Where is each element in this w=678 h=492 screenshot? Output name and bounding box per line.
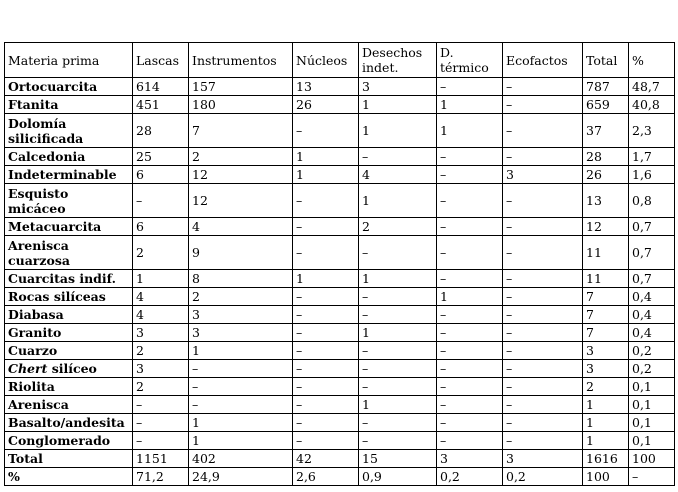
value-cell: 0,1 xyxy=(629,432,675,450)
table-row xyxy=(5,396,675,414)
value-cell: – xyxy=(359,432,437,450)
table-row xyxy=(5,414,675,432)
value-cell: 3 xyxy=(189,324,293,342)
material-name-cell: Total xyxy=(5,450,133,468)
value-cell: 26 xyxy=(583,166,629,184)
value-cell: 100 xyxy=(629,450,675,468)
value-cell: – xyxy=(359,414,437,432)
value-cell: 2 xyxy=(189,288,293,306)
value-cell: 0,9 xyxy=(359,468,437,486)
value-cell: – xyxy=(437,218,503,236)
value-cell: – xyxy=(359,378,437,396)
header-cell: D. térmico xyxy=(437,43,503,78)
material-name-cell: Conglomerado xyxy=(5,432,133,450)
material-name-cell: Indeterminable xyxy=(5,166,133,184)
value-cell: – xyxy=(503,114,583,148)
value-cell: 0,1 xyxy=(629,378,675,396)
value-cell: – xyxy=(293,432,359,450)
value-cell: 4 xyxy=(359,166,437,184)
value-cell: 1 xyxy=(293,270,359,288)
value-cell: 1 xyxy=(359,324,437,342)
value-cell: – xyxy=(293,342,359,360)
value-cell: 25 xyxy=(133,148,189,166)
value-cell: – xyxy=(437,166,503,184)
value-cell: – xyxy=(503,96,583,114)
value-cell: 1 xyxy=(359,184,437,218)
value-cell: – xyxy=(437,324,503,342)
value-cell: 7 xyxy=(583,306,629,324)
value-cell: 3 xyxy=(133,324,189,342)
value-cell: 157 xyxy=(189,78,293,96)
value-cell: 100 xyxy=(583,468,629,486)
material-name-cell: Rocas silíceas xyxy=(5,288,133,306)
value-cell: – xyxy=(503,324,583,342)
value-cell: – xyxy=(133,184,189,218)
value-cell: 6 xyxy=(133,218,189,236)
value-cell: 0,1 xyxy=(629,396,675,414)
value-cell: 28 xyxy=(133,114,189,148)
value-cell: – xyxy=(293,360,359,378)
value-cell: 2 xyxy=(133,236,189,270)
value-cell: 2,3 xyxy=(629,114,675,148)
value-cell: 3 xyxy=(503,166,583,184)
value-cell: – xyxy=(437,414,503,432)
value-cell: 1 xyxy=(437,288,503,306)
value-cell: – xyxy=(293,396,359,414)
value-cell: 1 xyxy=(293,148,359,166)
value-cell: 48,7 xyxy=(629,78,675,96)
value-cell: – xyxy=(189,360,293,378)
value-cell: 1616 xyxy=(583,450,629,468)
value-cell: – xyxy=(359,236,437,270)
material-name-cell: Dolomía silicificada xyxy=(5,114,133,148)
value-cell: 1 xyxy=(189,414,293,432)
material-name-cell: Cuarzo xyxy=(5,342,133,360)
material-name-rest: silíceo xyxy=(47,361,97,376)
value-cell: 6 xyxy=(133,166,189,184)
table-row xyxy=(5,166,675,184)
material-name-cell: % xyxy=(5,468,133,486)
value-cell: – xyxy=(293,414,359,432)
value-cell: – xyxy=(293,184,359,218)
header-cell: Total xyxy=(583,43,629,78)
value-cell: 614 xyxy=(133,78,189,96)
value-cell: 0,4 xyxy=(629,288,675,306)
value-cell: – xyxy=(503,396,583,414)
value-cell: 1,6 xyxy=(629,166,675,184)
value-cell: – xyxy=(503,218,583,236)
value-cell: 402 xyxy=(189,450,293,468)
material-name-cell xyxy=(5,360,133,378)
value-cell: 0,7 xyxy=(629,218,675,236)
value-cell: – xyxy=(359,288,437,306)
table-row xyxy=(5,78,675,96)
value-cell: 0,4 xyxy=(629,324,675,342)
value-cell: 1 xyxy=(583,396,629,414)
value-cell: 40,8 xyxy=(629,96,675,114)
value-cell: 4 xyxy=(133,306,189,324)
value-cell: – xyxy=(503,288,583,306)
value-cell: 0,1 xyxy=(629,414,675,432)
value-cell: 2 xyxy=(133,378,189,396)
value-cell: 2 xyxy=(583,378,629,396)
value-cell: – xyxy=(359,342,437,360)
value-cell: – xyxy=(503,306,583,324)
table-row xyxy=(5,378,675,396)
raw-material-table xyxy=(4,42,675,486)
value-cell: 3 xyxy=(133,360,189,378)
value-cell: 8 xyxy=(189,270,293,288)
value-cell: 28 xyxy=(583,148,629,166)
value-cell: 71,2 xyxy=(133,468,189,486)
value-cell: 1 xyxy=(359,114,437,148)
value-cell: – xyxy=(189,378,293,396)
value-cell: 12 xyxy=(189,166,293,184)
value-cell: – xyxy=(189,396,293,414)
value-cell: – xyxy=(437,270,503,288)
value-cell: 42 xyxy=(293,450,359,468)
value-cell: 13 xyxy=(583,184,629,218)
value-cell: – xyxy=(293,378,359,396)
value-cell: 659 xyxy=(583,96,629,114)
value-cell: – xyxy=(437,378,503,396)
table-row xyxy=(5,432,675,450)
table-row xyxy=(5,236,675,270)
material-name-cell: Metacuarcita xyxy=(5,218,133,236)
value-cell: 0,2 xyxy=(503,468,583,486)
value-cell: – xyxy=(293,218,359,236)
value-cell: – xyxy=(437,432,503,450)
value-cell: 1 xyxy=(583,414,629,432)
value-cell: 1 xyxy=(133,270,189,288)
table-row xyxy=(5,218,675,236)
material-name-cell: Granito xyxy=(5,324,133,342)
material-name-cell: Basalto/andesita xyxy=(5,414,133,432)
value-cell: 12 xyxy=(583,218,629,236)
value-cell: 3 xyxy=(359,78,437,96)
header-cell: Instrumentos xyxy=(189,43,293,78)
value-cell: – xyxy=(503,414,583,432)
value-cell: 12 xyxy=(189,184,293,218)
value-cell: – xyxy=(503,236,583,270)
value-cell: – xyxy=(359,306,437,324)
value-cell: 37 xyxy=(583,114,629,148)
header-cell: Ecofactos xyxy=(503,43,583,78)
value-cell: – xyxy=(293,288,359,306)
value-cell: 1 xyxy=(437,96,503,114)
value-cell: 2 xyxy=(189,148,293,166)
value-cell: 1 xyxy=(359,270,437,288)
value-cell: 180 xyxy=(189,96,293,114)
header-cell: Desechos indet. xyxy=(359,43,437,78)
material-name-cell: Arenisca cuarzosa xyxy=(5,236,133,270)
table-row xyxy=(5,270,675,288)
value-cell: – xyxy=(293,236,359,270)
value-cell: 3 xyxy=(189,306,293,324)
value-cell: – xyxy=(503,184,583,218)
value-cell: – xyxy=(293,324,359,342)
value-cell: – xyxy=(359,360,437,378)
value-cell: 11 xyxy=(583,270,629,288)
value-cell: – xyxy=(503,360,583,378)
material-name-cell: Ortocuarcita xyxy=(5,78,133,96)
material-name-cell: Ftanita xyxy=(5,96,133,114)
value-cell: 4 xyxy=(189,218,293,236)
value-cell: 2 xyxy=(133,342,189,360)
value-cell: 0,7 xyxy=(629,236,675,270)
material-name-cell: Arenisca xyxy=(5,396,133,414)
value-cell: – xyxy=(133,396,189,414)
value-cell: 26 xyxy=(293,96,359,114)
value-cell: 451 xyxy=(133,96,189,114)
value-cell: 0,8 xyxy=(629,184,675,218)
value-cell: 0,2 xyxy=(437,468,503,486)
material-name-cell: Calcedonia xyxy=(5,148,133,166)
table-row xyxy=(5,360,675,378)
value-cell: 2,6 xyxy=(293,468,359,486)
header-row xyxy=(5,43,675,78)
material-name-cell: Diabasa xyxy=(5,306,133,324)
value-cell: – xyxy=(437,236,503,270)
table-row xyxy=(5,148,675,166)
value-cell: 11 xyxy=(583,236,629,270)
value-cell: – xyxy=(503,378,583,396)
table-row xyxy=(5,306,675,324)
value-cell: – xyxy=(437,78,503,96)
material-name-italic: Chert xyxy=(8,361,48,376)
value-cell: 9 xyxy=(189,236,293,270)
value-cell: – xyxy=(293,306,359,324)
value-cell: 15 xyxy=(359,450,437,468)
value-cell: 1 xyxy=(583,432,629,450)
value-cell: 1,7 xyxy=(629,148,675,166)
value-cell: – xyxy=(503,432,583,450)
value-cell: 13 xyxy=(293,78,359,96)
value-cell: 1151 xyxy=(133,450,189,468)
value-cell: 3 xyxy=(583,342,629,360)
value-cell: 1 xyxy=(293,166,359,184)
table-row xyxy=(5,324,675,342)
value-cell: 0,7 xyxy=(629,270,675,288)
value-cell: – xyxy=(503,148,583,166)
value-cell: – xyxy=(437,342,503,360)
value-cell: 2 xyxy=(359,218,437,236)
value-cell: 0,4 xyxy=(629,306,675,324)
value-cell: 1 xyxy=(359,96,437,114)
value-cell: 1 xyxy=(189,432,293,450)
material-name-cell: Cuarcitas indif. xyxy=(5,270,133,288)
value-cell: – xyxy=(133,432,189,450)
value-cell: – xyxy=(503,78,583,96)
value-cell: – xyxy=(437,360,503,378)
value-cell: 1 xyxy=(189,342,293,360)
table-row xyxy=(5,468,675,486)
value-cell: – xyxy=(133,414,189,432)
value-cell: 3 xyxy=(503,450,583,468)
header-cell: Lascas xyxy=(133,43,189,78)
value-cell: 3 xyxy=(437,450,503,468)
table-row xyxy=(5,288,675,306)
value-cell: – xyxy=(503,270,583,288)
value-cell: – xyxy=(437,148,503,166)
header-cell: Materia prima xyxy=(5,43,133,78)
value-cell: 7 xyxy=(189,114,293,148)
value-cell: – xyxy=(437,184,503,218)
value-cell: 4 xyxy=(133,288,189,306)
value-cell: – xyxy=(437,306,503,324)
value-cell: 0,2 xyxy=(629,342,675,360)
value-cell: 1 xyxy=(437,114,503,148)
header-cell: % xyxy=(629,43,675,78)
value-cell: 24,9 xyxy=(189,468,293,486)
header-cell: Núcleos xyxy=(293,43,359,78)
value-cell: 7 xyxy=(583,288,629,306)
value-cell: 3 xyxy=(583,360,629,378)
value-cell: – xyxy=(359,148,437,166)
value-cell: – xyxy=(437,396,503,414)
material-name-cell: Riolita xyxy=(5,378,133,396)
value-cell: 0,2 xyxy=(629,360,675,378)
table-row xyxy=(5,184,675,218)
value-cell: – xyxy=(293,114,359,148)
value-cell: 787 xyxy=(583,78,629,96)
table-row xyxy=(5,450,675,468)
table-row xyxy=(5,96,675,114)
table-row xyxy=(5,342,675,360)
value-cell: 1 xyxy=(359,396,437,414)
table-row xyxy=(5,114,675,148)
value-cell: – xyxy=(503,342,583,360)
value-cell: – xyxy=(629,468,675,486)
value-cell: 7 xyxy=(583,324,629,342)
material-name-cell: Esquisto micáceo xyxy=(5,184,133,218)
